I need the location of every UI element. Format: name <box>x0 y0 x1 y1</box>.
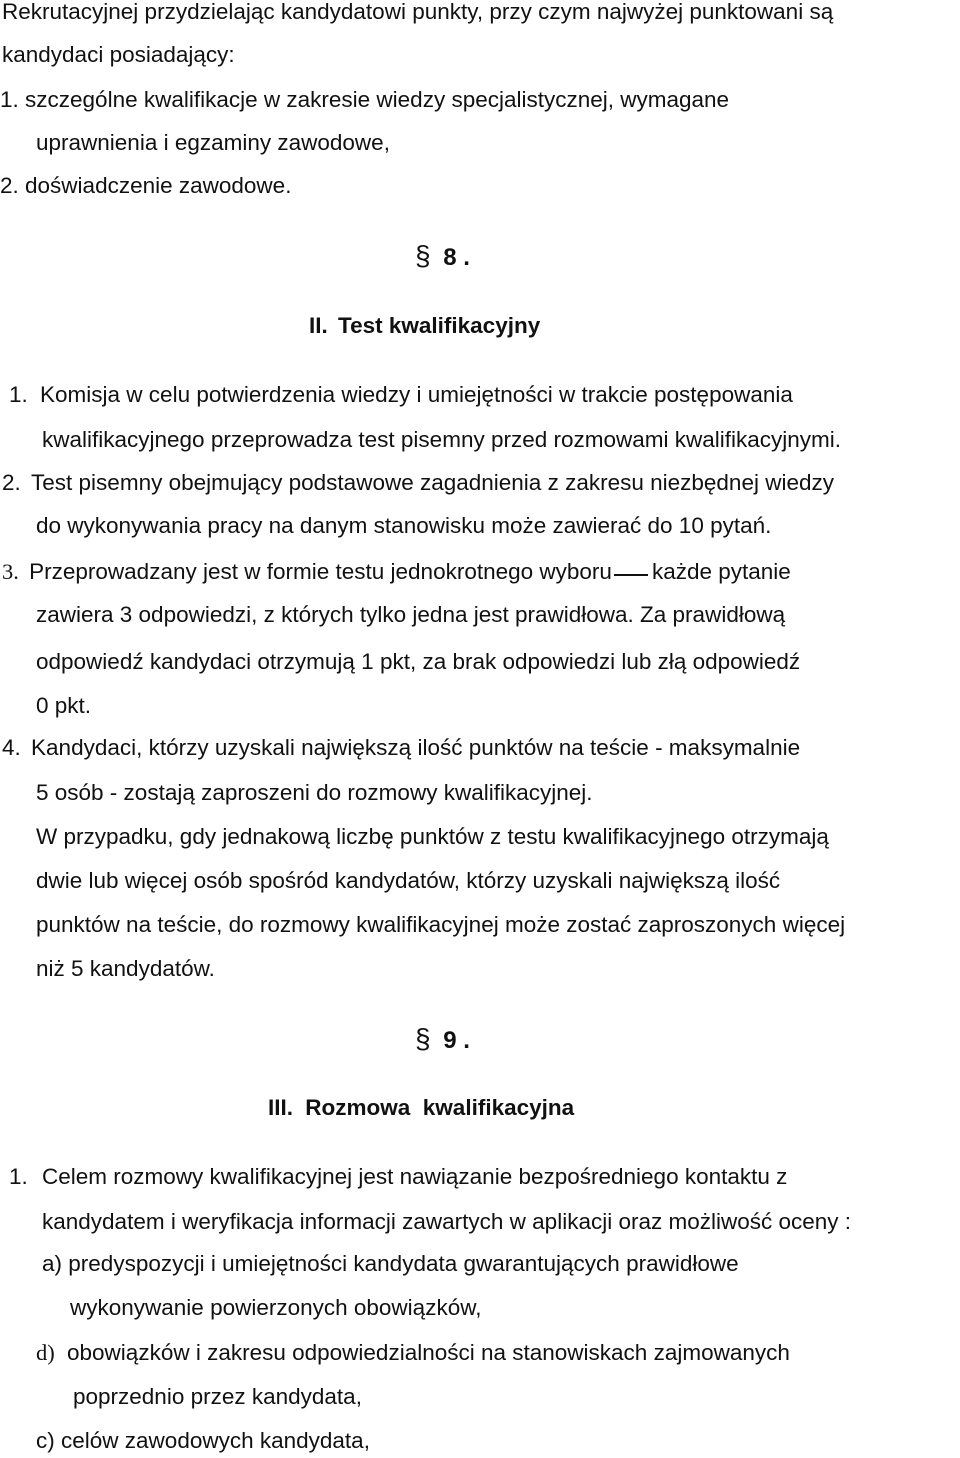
interview-subitem-d <box>36 1339 790 1367</box>
section-symbol: § <box>415 1023 431 1054</box>
intro-line-2: kandydaci posiadający: <box>2 42 235 67</box>
intro-item-2 <box>0 172 291 200</box>
interview-item-1 <box>9 1163 787 1191</box>
list-text-cont: każde pytanie <box>651 559 791 584</box>
heading-number: II. <box>309 313 328 338</box>
list-text: Kandydaci, którzy uzyskali największą ilość punktów na teście - maksymalnie <box>31 735 801 760</box>
test-item-3-line-3: odpowiedź kandydaci otrzymują 1 pkt, za brak odpowiedzi lub złą odpowiedź <box>36 649 801 674</box>
list-text: doświadczenie zawodowe. <box>25 173 292 198</box>
heading-text: Rozmowa kwalifikacyjna <box>305 1095 575 1120</box>
list-text: Test pisemny obejmujący podstawowe zagadnienia z zakresu niezbędnej wiedzy <box>31 470 834 495</box>
test-item-2-cont: do wykonywania pracy na danym stanowisku może zawierać do 10 pytań. <box>36 513 772 538</box>
intro-item-1 <box>0 86 729 114</box>
interview-subitem-c <box>36 1427 370 1455</box>
subitem-text: obowiązków i zakresu odpowiedzialności na stanowiskach zajmowanych <box>67 1340 790 1365</box>
test-item-3 <box>2 558 791 586</box>
test-item-3-line-4: 0 pkt. <box>36 693 92 718</box>
section-number: 9 . <box>443 1027 470 1054</box>
interview-item-1-cont: kandydatem i weryfikacja informacji zawartych w aplikacji oraz możliwość oceny : <box>42 1209 852 1234</box>
test-item-4-line-6: niż 5 kandydatów. <box>36 956 215 981</box>
test-item-4-line-4: dwie lub więcej osób spośród kandydatów, którzy uzyskali największą ilość <box>36 868 781 893</box>
section-8-number <box>415 242 470 272</box>
test-item-2 <box>2 469 834 497</box>
test-item-1-cont: kwalifikacyjnego przeprowadza test pisemny przed rozmowami kwalifikacyjnymi. <box>42 427 842 452</box>
test-item-1 <box>9 381 793 409</box>
list-number: 1. <box>9 1164 28 1189</box>
section-symbol: § <box>415 240 431 271</box>
subitem-text: predyspozycji i umiejętności kandydata gwarantujących prawidłowe <box>68 1251 739 1276</box>
em-dash <box>614 574 648 576</box>
interview-subitem-a <box>42 1250 739 1278</box>
list-number: 1. <box>0 87 19 112</box>
intro-line-1: Rekrutacyjnej przydzielając kandydatowi punkty, przy czym najwyżej punktowani są <box>2 0 834 24</box>
list-number: 3. <box>2 559 19 584</box>
intro-item-1-cont: uprawnienia i egzaminy zawodowe, <box>36 130 390 155</box>
heading-number: III. <box>268 1095 294 1120</box>
list-number: 2. <box>0 173 19 198</box>
test-item-3-line-2: zawiera 3 odpowiedzi, z których tylko jedna jest prawidłowa. Za prawidłową <box>36 602 786 627</box>
list-text: Komisja w celu potwierdzenia wiedzy i umiejętności w trakcie postępowania <box>40 382 793 407</box>
subitem-text: celów zawodowych kandydata, <box>61 1428 370 1453</box>
subitem-letter: c) <box>36 1428 55 1453</box>
subitem-letter: a) <box>42 1251 63 1276</box>
section-9-number <box>415 1025 470 1055</box>
test-item-4-line-5: punktów na teście, do rozmowy kwalifikacyjnej może zostać zaproszonych więcej <box>36 912 846 937</box>
test-item-4 <box>2 734 800 762</box>
test-item-4-line-2: 5 osób - zostają zaproszeni do rozmowy kwalifikacyjnej. <box>36 780 593 805</box>
section-number: 8 . <box>443 244 470 271</box>
heading-text: Test kwalifikacyjny <box>338 313 541 338</box>
list-text: Przeprowadzany jest w formie testu jednokrotnego wyboru <box>29 559 612 584</box>
list-text: szczególne kwalifikacje w zakresie wiedzy specjalistycznej, wymagane <box>25 87 730 112</box>
subitem-letter: d) <box>36 1340 55 1365</box>
interview-subitem-a-cont: wykonywanie powierzonych obowiązków, <box>70 1295 482 1320</box>
list-number: 1. <box>9 382 28 407</box>
section-8-heading <box>309 312 540 340</box>
test-item-4-line-3: W przypadku, gdy jednakową liczbę punktów z testu kwalifikacyjnego otrzymają <box>36 824 829 849</box>
section-9-heading <box>268 1094 574 1122</box>
list-number: 2. <box>2 470 21 495</box>
interview-subitem-d-cont: poprzednio przez kandydata, <box>73 1384 362 1409</box>
list-number: 4. <box>2 735 21 760</box>
list-text: Celem rozmowy kwalifikacyjnej jest nawiązanie bezpośredniego kontaktu z <box>42 1164 788 1189</box>
